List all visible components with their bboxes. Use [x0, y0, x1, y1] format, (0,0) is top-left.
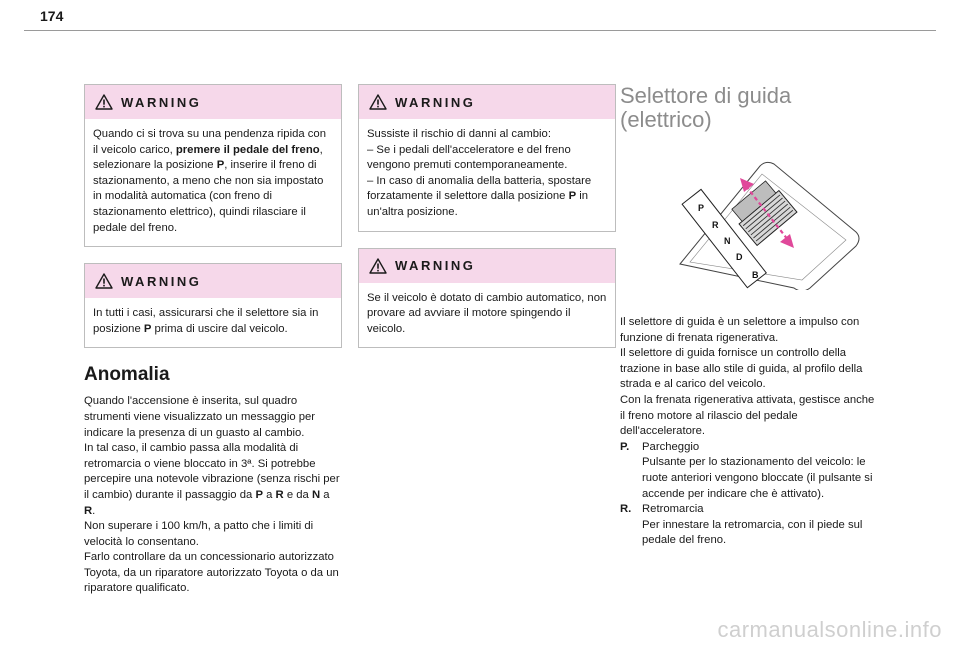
selector-title — [620, 84, 878, 132]
bold-text: P — [568, 190, 577, 203]
selector-paragraph: Con la frenata rigenerativa attivata, gestisce anche il freno motore al rilascio del pedale dell'acceleratore. — [620, 393, 875, 438]
paragraph — [84, 441, 342, 519]
definition-value — [642, 440, 878, 502]
selector-title-line1: Selettore di guida — [620, 83, 792, 108]
text-run: Quando l'accensione è inserita, sul quadro strumenti viene visualizzato un messaggio per indicare la presenza di un guasto al cambio. — [84, 395, 316, 439]
header-rule — [24, 30, 936, 31]
warning-box — [84, 263, 342, 348]
warning-title: WARNING — [395, 258, 476, 274]
warning-title: WARNING — [121, 273, 202, 289]
paragraph — [84, 550, 342, 597]
selector-letter-b: B — [752, 270, 759, 280]
text-run: prima di uscire dal veicolo. — [151, 322, 288, 335]
definition-text: Per innestare la retromarcia, con il piede sul pedale del freno. — [642, 518, 863, 547]
paragraph — [367, 291, 607, 338]
definition-term: Retromarcia — [642, 503, 704, 516]
paragraph — [93, 306, 333, 337]
definition-key: P. — [620, 440, 630, 453]
warning-title: WARNING — [121, 94, 202, 110]
text-run: Non superare i 100 km/h, a patto che i limiti di velocità lo consentano. — [84, 520, 314, 548]
definition-text: Pulsante per lo stazionamento del veicolo: le ruote anteriori vengono bloccate (il pulsante si accende per indicare che è attivato). — [642, 456, 873, 500]
text-run: Sussiste il rischio di danni al cambio: — [367, 128, 551, 140]
paragraph — [367, 143, 607, 174]
watermark: carmanualsonline.info — [717, 617, 942, 642]
definition-value — [642, 502, 878, 549]
bold-text: P — [216, 159, 225, 172]
text-run: e da — [283, 488, 312, 501]
text-run: a — [262, 488, 276, 501]
text-run: a — [320, 488, 330, 501]
text-run: In tutti i casi, assicurarsi che il selettore sia in posizione — [93, 307, 319, 335]
definition-term: Parcheggio — [642, 440, 700, 453]
selector-title-line2: (elettrico) — [620, 107, 712, 132]
warning-triangle-icon — [369, 258, 387, 274]
text-run: Quando ci si trova su una pendenza ripida con il veicolo carico, — [93, 128, 326, 156]
page-number: 174 — [40, 8, 64, 24]
selector-letter-d: D — [736, 252, 743, 262]
selector-letter-p: P — [698, 203, 705, 213]
bold-text: R — [275, 488, 284, 501]
text-run: Farlo controllare da un concessionario autorizzato Toyota, da un riparatore autorizzato Toyota o da un riparatore qualificato. — [84, 551, 339, 595]
text-run: In tal caso, il cambio passa alla modalità di retromarcia o viene bloccato in 3ª. Si potrebbe percepire una notevole vibrazione (senza rischi per il cambio) durante il passaggio da — [84, 442, 340, 501]
definition-key: R. — [620, 503, 632, 516]
warning-header — [359, 249, 615, 283]
text-run: – Se i pedali dell'acceleratore e del freno vengono premuti contemporaneamente. — [367, 143, 571, 172]
paragraph — [93, 127, 333, 236]
paragraph — [84, 519, 342, 550]
text-run: – In caso di anomalia della batteria, spostare forzatamente il selettore dalla posizione — [367, 174, 592, 203]
column-left — [84, 84, 342, 597]
text-run: Se il veicolo è dotato di cambio automatico, non provare ad avviare il motore spingendo il veicolo. — [367, 291, 607, 335]
warning-header — [359, 85, 615, 119]
warning-triangle-icon — [95, 94, 113, 110]
warning-text — [85, 298, 341, 347]
selector-letter-n: N — [724, 236, 731, 246]
definition-item — [620, 440, 878, 502]
text-run: in un'altra posizione. — [367, 190, 589, 218]
warning-text — [359, 119, 615, 231]
selector-paragraph: Il selettore di guida è un selettore a impulso con funzione di frenata rigenerativa. — [620, 316, 860, 344]
column-right — [620, 84, 878, 549]
selector-description — [620, 315, 878, 549]
warning-text — [85, 119, 341, 246]
warning-box — [84, 84, 342, 247]
paragraph — [84, 394, 342, 441]
definition-item — [620, 502, 878, 549]
text-run: . — [92, 504, 96, 517]
warning-text — [359, 283, 615, 348]
bold-text: P — [255, 488, 263, 501]
warning-triangle-icon — [95, 273, 113, 289]
text-run: , inserire il freno di stazionamento, a meno che non sia impostato in modalità automatica (con freno di stazionamento elettrico), quindi rilasciare il pedale del freno. — [93, 159, 324, 234]
anomalia-text — [84, 394, 342, 597]
paragraph — [367, 127, 607, 143]
warning-box — [358, 84, 616, 232]
bold-text: R — [84, 504, 93, 517]
text-run: , selezionare la posizione — [93, 143, 323, 172]
drive-selector-illustration — [650, 154, 862, 290]
column-middle — [358, 84, 616, 364]
anomalia-heading: Anomalia — [84, 364, 170, 386]
warning-box — [358, 248, 616, 349]
bold-text: N — [311, 488, 321, 501]
warning-triangle-icon — [369, 94, 387, 110]
bold-text: premere il pedale del freno — [175, 143, 320, 156]
warning-title: WARNING — [395, 94, 476, 110]
warning-header — [85, 264, 341, 298]
warning-header — [85, 85, 341, 119]
selector-letter-r: R — [712, 220, 719, 230]
paragraph — [367, 174, 607, 221]
selector-paragraph: Il selettore di guida fornisce un controllo della trazione in base allo stile di guida, al profilo della strada e al carico del veicolo. — [620, 347, 863, 391]
bold-text: P — [143, 322, 152, 335]
